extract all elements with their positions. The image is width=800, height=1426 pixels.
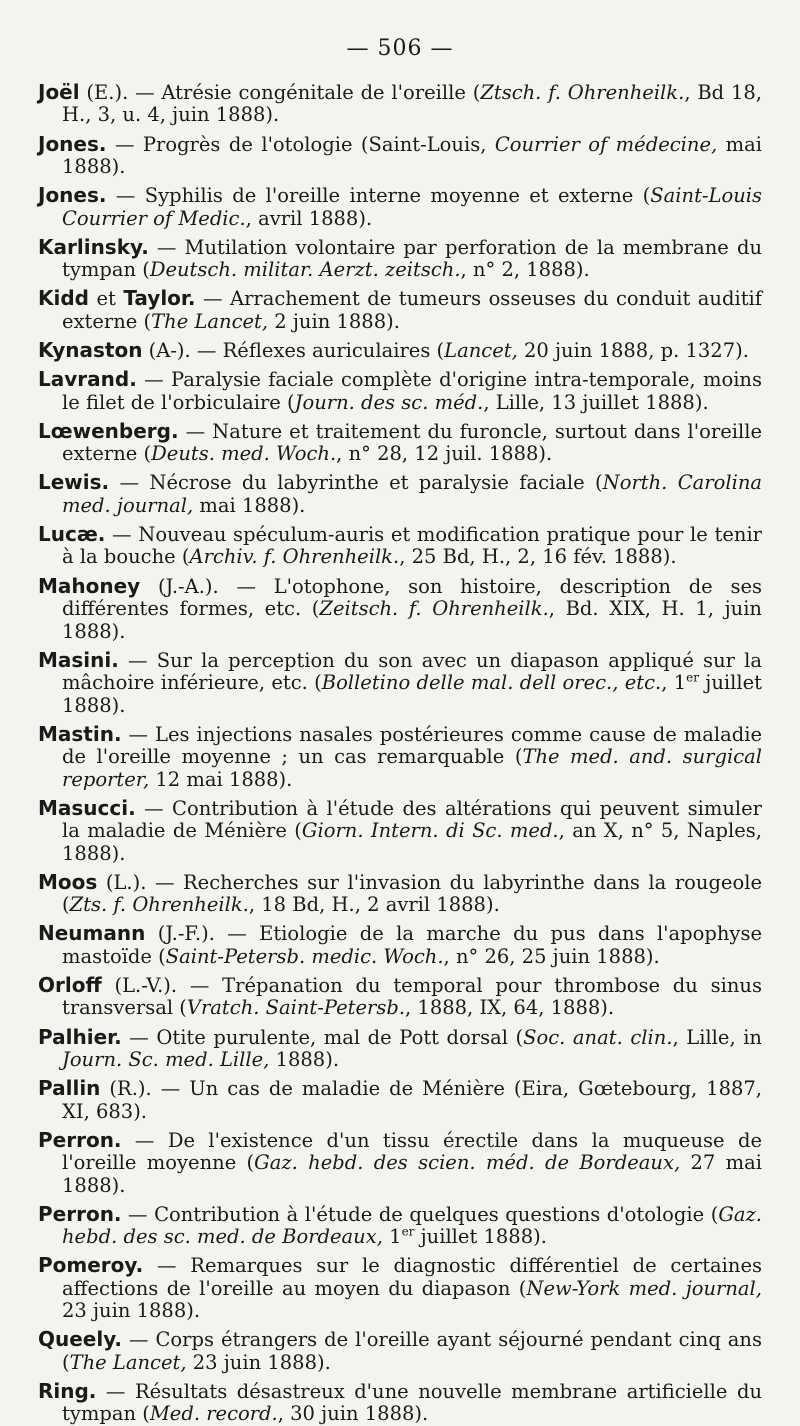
entry-text: juillet 1888).	[414, 1225, 547, 1249]
bibliography-entry	[38, 420, 762, 466]
entry-text: — Contribution à l'étude des altérations qui peuvent simuler la maladie de Ménière (	[62, 796, 762, 843]
bibliography-entry	[38, 368, 762, 414]
entry-text: mai 1888).	[62, 132, 762, 179]
entry-text: (J.-A.). — L'otophone, son histoire, description de ses différentes formes, etc. (	[62, 574, 762, 621]
entry-author: Pallin	[38, 1076, 101, 1101]
entry-author: Joël	[38, 80, 80, 104]
entry-text: , Bd 18, H., 3, u. 4, juin 1888).	[62, 81, 762, 127]
entry-journal: Courrier of médecine,	[494, 132, 718, 156]
entry-text: (L.-V.). — Trépanation du temporal pour thrombose du sinus transversal (	[62, 973, 762, 1020]
entry-journal: The Lancet,	[151, 309, 269, 333]
entry-journal: Giorn. Intern. di Sc. med.	[301, 819, 559, 843]
entry-journal: Saint-Louis Courrier of Medic.	[62, 184, 762, 230]
entry-text: — Remarques sur le diagnostic différentiel de certaines affections de l'oreille au moyen du diapason (	[62, 1254, 762, 1300]
entry-author: Pomeroy.	[38, 1253, 144, 1278]
entry-journal: Ztsch. f. Ohrenheilk.	[480, 81, 685, 104]
bibliography-entry	[38, 1380, 762, 1426]
entry-text: , Lille, in	[672, 1025, 762, 1049]
bibliography-entry	[38, 1328, 762, 1374]
bibliography-entry	[38, 236, 762, 282]
bibliography-entry	[38, 974, 762, 1020]
entry-text: 12 mai 1888).	[149, 767, 293, 791]
entry-journal: Saint-Petersb. medic. Woch.	[165, 944, 444, 968]
entry-text: , avril 1888).	[245, 206, 373, 230]
bibliography-entry	[38, 575, 762, 643]
bibliography-entry	[38, 797, 762, 865]
entry-journal: North. Carolina med. journal,	[62, 471, 763, 517]
entry-author: Moos	[38, 869, 98, 894]
entry-author: Palhier.	[38, 1024, 122, 1049]
entry-author: Karlinsky.	[38, 234, 149, 259]
entry-journal: Journ. Sc. med. Lille,	[62, 1047, 270, 1071]
bibliography-entry	[38, 922, 762, 968]
entry-journal: Soc. anat. clin.	[523, 1025, 673, 1049]
entry-text: 1	[382, 1225, 402, 1249]
entry-author: Lavrand.	[38, 367, 137, 392]
entry-text: 1888).	[269, 1047, 340, 1071]
entry-text: 20 juin 1888, p. 1327).	[517, 339, 749, 363]
entry-author: Masini.	[38, 647, 119, 672]
entry-author: Jones.	[38, 183, 107, 208]
bibliography-entry	[38, 523, 762, 569]
entry-text: , 18 Bd, H., 2 avril 1888).	[248, 893, 500, 917]
entry-text: , 1888, IX, 64, 1888).	[405, 996, 615, 1020]
entry-author: Kynaston	[38, 338, 143, 363]
entry-journal: Zts. f. Ohrenheilk.	[69, 893, 249, 917]
entry-author: Masucci.	[38, 795, 136, 820]
entry-journal: Gaz. hebd. des scien. méd. de Bordeaux,	[254, 1151, 681, 1175]
entry-journal: New-York med. journal,	[526, 1276, 762, 1300]
entry-text: — Otite purulente, mal de Pott dorsal (	[121, 1025, 524, 1049]
entry-text: (A-). — Réflexes auriculaires (	[142, 339, 445, 363]
bibliography-entry	[38, 133, 762, 179]
entry-text: — Sur la perception du son avec un diapason appliqué sur la mâchoire inférieure, etc. (	[62, 648, 762, 695]
entry-journal: Vratch. Saint-Petersb.	[186, 996, 406, 1020]
ordinal-superscript: er	[686, 670, 699, 685]
entry-text: — Corps étrangers de l'oreille ayant séjourné pendant cinq ans (	[62, 1328, 762, 1374]
entry-text: mai 1888).	[193, 493, 306, 517]
entry-text: (E.). — Atrésie congénitale de l'oreille (	[79, 81, 481, 104]
entry-text: (R.). — Un cas de maladie de Ménière (Eira, Gœtebourg, 1887, XI, 683).	[62, 1077, 762, 1123]
entry-text: , n° 26, 25 juin 1888).	[443, 944, 660, 968]
bibliography-entry	[38, 471, 762, 517]
entry-text: — Paralysie faciale complète d'origine intra-temporale, moins le filet de l'orbiculaire (	[62, 368, 762, 414]
bibliography-entry	[38, 1129, 762, 1197]
entry-text: — Mutilation volontaire par perforation de la membrane du tympan (	[62, 235, 762, 282]
bibliography-entry	[38, 649, 762, 717]
entry-text: — Contribution à l'étude de quelques questions d'otologie (	[121, 1202, 719, 1226]
entry-text: , 25 Bd, H., 2, 16 fév. 1888).	[399, 545, 677, 569]
entry-journal: Lancet,	[444, 339, 518, 363]
ordinal-superscript: er	[401, 1224, 415, 1239]
entry-author: Perron.	[38, 1127, 122, 1152]
entry-author: Mahoney	[38, 573, 141, 598]
bibliography-entry	[38, 339, 762, 362]
entry-text: , Bd. XIX, H. 1, juin 1888).	[62, 597, 762, 643]
entry-author: Ring.	[38, 1379, 97, 1404]
entry-author: Lœwenberg.	[38, 418, 179, 443]
entry-journal: Deuts. med. Woch.	[151, 442, 337, 466]
entry-text: 23 juin 1888).	[62, 1299, 201, 1323]
bibliography-entry	[38, 287, 762, 333]
bibliography-entry	[38, 1026, 762, 1072]
entry-author: Lucæ.	[38, 522, 106, 547]
entry-journal: Gaz. hebd. des sc. med. de Bordeaux,	[62, 1202, 762, 1249]
bibliography-entry	[38, 1254, 762, 1322]
entry-text: , an X, n° 5, Naples, 1888).	[62, 819, 762, 865]
entry-journal: The Lancet,	[69, 1350, 187, 1374]
entry-author: Orloff	[38, 972, 102, 997]
bibliography-entry	[38, 871, 762, 917]
entry-text: — Arrachement de tumeurs osseuses du conduit auditif externe (	[62, 287, 762, 333]
bibliography-list	[38, 81, 762, 1426]
entry-text: — Les injections nasales postérieures comme cause de maladie de l'oreille moyenne ; un cas remarquable (	[62, 722, 762, 769]
entry-text: 23 juin 1888).	[186, 1350, 331, 1374]
entry-text: (J.-F.). — Etiologie de la marche du pus dans l'apophyse mastoïde (	[62, 922, 762, 968]
entry-author: Taylor.	[123, 286, 196, 311]
bibliography-entry	[38, 81, 762, 127]
entry-journal: The med. and. surgical reporter,	[62, 745, 762, 791]
entry-journal: Med. record.	[149, 1402, 278, 1426]
entry-journal: Bolletino delle mal. dell orec., etc.	[321, 671, 662, 695]
entry-author: Queely.	[38, 1327, 123, 1352]
entry-author: Mastin.	[38, 721, 122, 746]
entry-text: — Syphilis de l'oreille interne moyenne et externe (	[106, 184, 651, 208]
entry-text: — De l'existence d'un tissu érectile dans la muqueuse de l'oreille moyenne (	[62, 1128, 762, 1175]
entry-text: , Lille, 13 juillet 1888).	[483, 390, 709, 414]
entry-text: 27 mai 1888).	[62, 1151, 762, 1197]
entry-text: — Nouveau spéculum-auris et modification pratique pour le tenir à la bouche (	[62, 523, 762, 569]
entry-journal: Zeitsch. f. Ohrenheilk.	[319, 597, 549, 621]
entry-text: — Résultats désastreux d'une nouvelle membrane artificielle du tympan (	[62, 1380, 762, 1426]
entry-text: — Nature et traitement du furoncle, surtout dans l'oreille externe (	[62, 419, 762, 466]
entry-journal: Archiv. f. Ohrenheilk.	[189, 545, 400, 569]
entry-author: Perron.	[38, 1201, 122, 1226]
entry-journal: Journ. des sc. méd.	[294, 390, 484, 414]
entry-journal: Deutsch. militar. Aerzt. zeitsch.	[149, 258, 461, 282]
page-number: — 506 —	[346, 36, 454, 61]
entry-author: Lewis.	[38, 470, 110, 495]
entry-text: et	[89, 287, 124, 311]
entry-text: , n° 2, 1888).	[460, 258, 590, 282]
entry-text: — Nécrose du labyrinthe et paralysie faciale (	[109, 471, 603, 495]
entry-author: Kidd	[38, 286, 89, 311]
entry-author: Neumann	[38, 921, 146, 946]
bibliography-entry	[38, 1077, 762, 1123]
entry-text: (L.). — Recherches sur l'invasion du labyrinthe dans la rougeole (	[62, 870, 762, 917]
entry-text: juillet 1888).	[62, 671, 762, 717]
entry-author: Jones.	[38, 131, 107, 156]
entry-text: — Progrès de l'otologie (Saint-Louis,	[106, 132, 495, 156]
entry-text: , 1	[661, 671, 687, 695]
entry-text: , n° 28, 12 juil. 1888).	[336, 442, 553, 466]
entry-text: 2 juin 1888).	[268, 309, 400, 333]
bibliography-entry	[38, 184, 762, 230]
entry-text: , 30 juin 1888).	[277, 1402, 429, 1426]
bibliography-entry	[38, 723, 762, 791]
bibliography-entry	[38, 1203, 762, 1249]
